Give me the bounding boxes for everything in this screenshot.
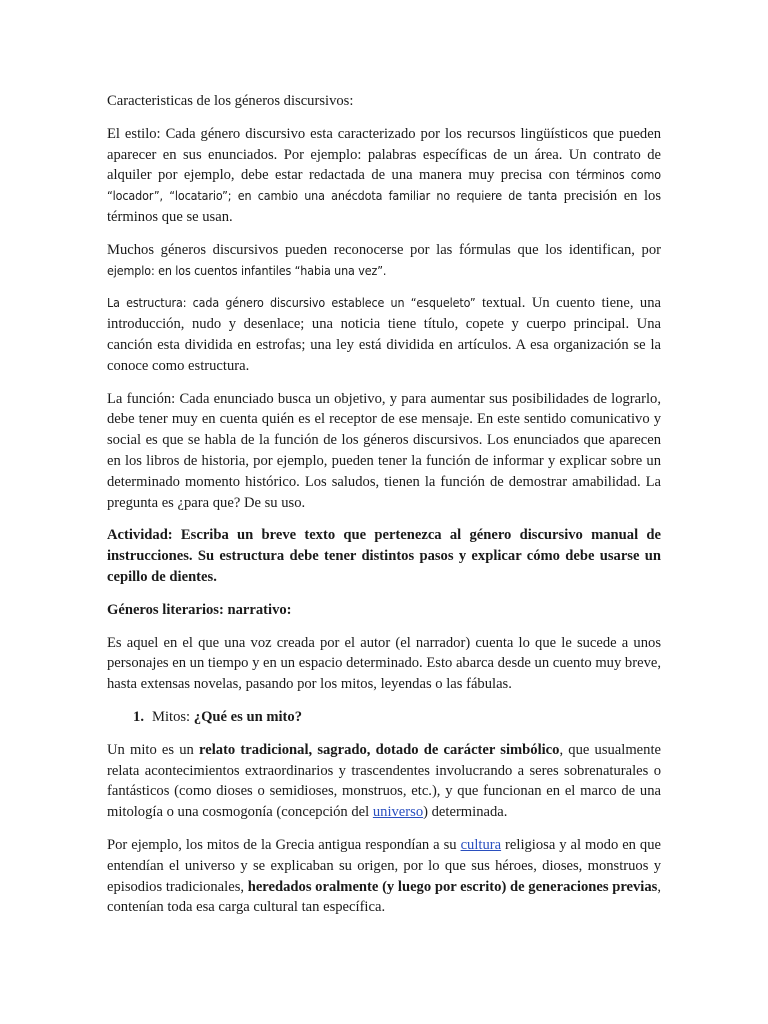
ejemplo-text-3: , contenían toda esa carga cultural tan específica. [107,878,661,916]
paragraph-estilo [107,124,661,228]
list-number: 1. [133,708,144,725]
paragraph-mito-ejemplo [107,835,661,918]
formulas-text-1: Muchos géneros discursivos pueden reconocerse por las fórmulas que los identifican, por [107,241,661,258]
link-cultura[interactable]: cultura [460,836,502,853]
paragraph-formulas [107,240,661,282]
ejemplo-text-1: Por ejemplo, los mitos de la Grecia antigua respondían a su [107,836,461,853]
estructura-text-2: textual. Un cuento tiene, una introducción, nudo y desenlace; una noticia tiene título, copete y cuerpo principal. Una canción esta dividida en estrofas; una ley está dividida en artículos. A esa organización se la conoce como estructura. [107,295,662,374]
formulas-text-2: ejemplo: en los cuentos infantiles “habia una vez”. [107,262,387,278]
mito-text-1: Un mito es un [107,741,200,758]
list-item-mitos [107,707,661,728]
estructura-text-1: La estructura: cada género discursivo establece un “esqueleto” [107,295,476,311]
estilo-text-3: precisión en los términos que se usan. [107,188,661,225]
list-label: Mitos: [152,708,194,725]
paragraph-funcion: La función: Cada enunciado busca un objetivo, y para aumentar sus posibilidades de lograrlo, debe tener muy en cuenta quién es el receptor de ese mensaje. En este sentido comunicativo y social es que se habla de la función de los géneros discursivos. Los enunciados que aparecen en los libros de historia, por ejemplo, pueden tener la función de informar y explicar sobre un determinado momento histórico. Los saludos, tienen la función de demostrar amabilidad. La pregunta es ¿para que? De su uso. [107,390,661,511]
mito-text-2: , que usualmente relata acontecimientos extraordinarios y trascendentes involucrando a seres sobrenaturales o fantásticos (como dioses o semidioses, monstruos, etc.), y que funcionan en el marco de una mitología o una cosmogonía (concepción del [107,741,661,821]
list-content [152,707,302,728]
list-question: ¿Qué es un mito? [193,708,303,725]
ejemplo-text-bold: heredados oralmente (y luego por escrito) de generaciones previas [247,878,658,895]
mito-text-bold: relato tradicional, sagrado, dotado de carácter simbólico [199,741,560,758]
paragraph-mito-definicion [107,740,661,823]
heading-narrativo-text: Géneros literarios: narrativo: [107,601,292,618]
paragraph-estructura [107,293,661,376]
document-title: Caracteristicas de los géneros discursivos: [107,93,354,109]
estilo-text-2: términos como “locador”, “locatario”; en cambio una anécdota familiar no requiere de tanta [107,167,661,204]
actividad-text: Actividad: Escriba un breve texto que pertenezca al género discursivo manual de instrucciones. Su estructura debe tener distintos pasos y explicar cómo debe usarse un cepillo de dientes. [107,527,661,585]
paragraph-narrativo: Es aquel en el que una voz creada por el autor (el narrador) cuenta lo que le sucede a unos personajes en un tiempo y en un espacio determinado. Esto abarca desde un cuento muy breve, hasta extensas novelas, pasando por los mitos, leyendas o las fábulas. [107,634,661,693]
document-body [107,91,661,930]
estilo-text-1: El estilo: Cada género discursivo esta caracterizado por los recursos lingüísticos que pueden aparecer en sus enunciados. Por ejemplo: palabras específicas de un área. Un contrato de alquiler por ejemplo, debe estar redactada de una manera muy precisa con [107,125,661,184]
mito-text-3: ) determinada. [423,804,508,821]
paragraph-actividad [107,525,661,587]
heading-narrativo [107,600,661,621]
ejemplo-text-2: religiosa y al modo en que entendían el universo y se explicaban su origen, por lo que sus héroes, dioses, monstruos y episodios tradicionales, [107,836,661,895]
link-universo[interactable]: universo [372,804,424,821]
